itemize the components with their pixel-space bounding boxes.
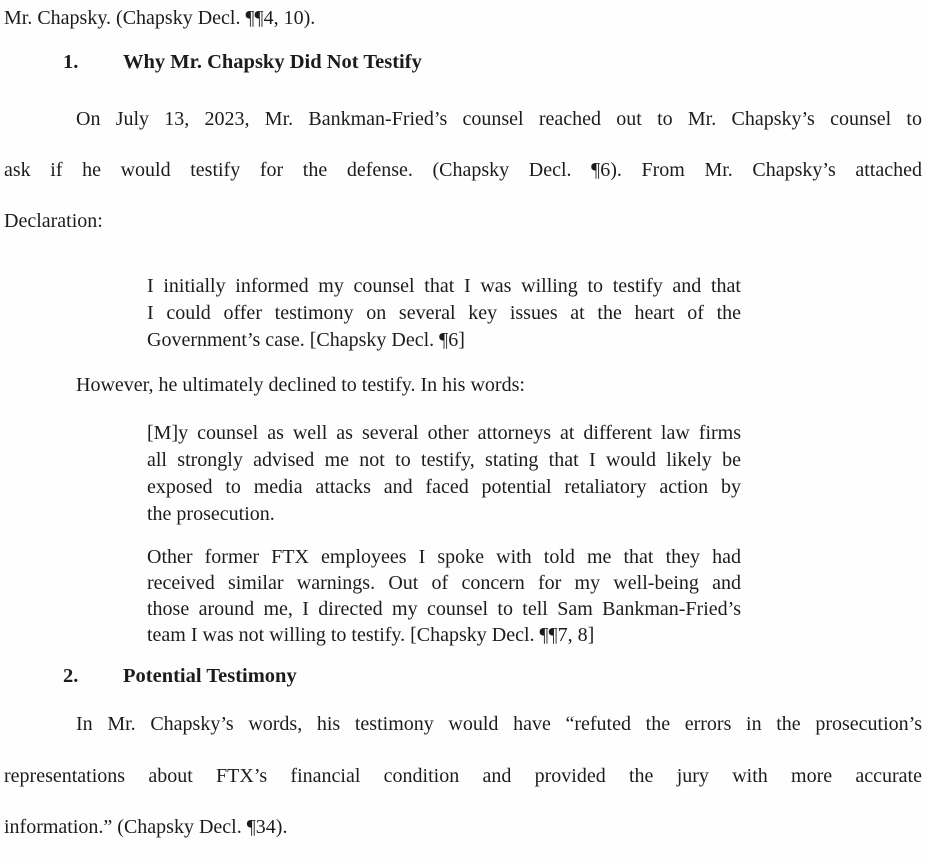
quote-3-line-1: Other former FTX employees I spoke with told me that they had — [147, 546, 741, 568]
quote-2-line-3: exposed to media attacks and faced potential retaliatory action by — [147, 476, 741, 498]
paragraph-1-line-3: Declaration: — [4, 210, 103, 232]
intro-line: Mr. Chapsky. (Chapsky Decl. ¶¶4, 10). — [4, 7, 316, 29]
section-2-number: 2. — [63, 665, 79, 687]
quote-3-line-2: received similar warnings. Out of concern for my well-being and — [147, 572, 741, 594]
section-1-heading — [63, 51, 422, 74]
quote-1-line-3: Government’s case. [Chapsky Decl. ¶6] — [147, 329, 465, 351]
section-2-title: Potential Testimony — [123, 665, 297, 687]
paragraph-3-line-2: representations about FTX’s financial condition and provided the jury with more accurate — [4, 765, 922, 787]
paragraph-3-line-1: In Mr. Chapsky’s words, his testimony would have “refuted the errors in the prosecution’s — [76, 713, 922, 735]
paragraph-1-line-1: On July 13, 2023, Mr. Bankman-Fried’s counsel reached out to Mr. Chapsky’s counsel to — [76, 108, 922, 130]
quote-3-line-4: team I was not willing to testify. [Chapsky Decl. ¶¶7, 8] — [147, 624, 595, 646]
section-1-number: 1. — [63, 51, 79, 73]
section-1-title: Why Mr. Chapsky Did Not Testify — [123, 51, 422, 73]
quote-2-line-2: all strongly advised me not to testify, stating that I would likely be — [147, 449, 741, 471]
quote-3-line-3: those around me, I directed my counsel to tell Sam Bankman-Fried’s — [147, 598, 741, 620]
paragraph-2-line-1: However, he ultimately declined to testify. In his words: — [76, 374, 525, 396]
quote-1-line-1: I initially informed my counsel that I was willing to testify and that — [147, 275, 741, 297]
section-2-heading — [63, 665, 297, 688]
paragraph-3-line-3: information.” (Chapsky Decl. ¶34). — [4, 816, 288, 838]
quote-1-line-2: I could offer testimony on several key issues at the heart of the — [147, 302, 741, 324]
quote-2-line-1: [M]y counsel as well as several other attorneys at different law firms — [147, 422, 741, 444]
quote-2-line-4: the prosecution. — [147, 503, 275, 525]
paragraph-1-line-2: ask if he would testify for the defense. (Chapsky Decl. ¶6). From Mr. Chapsky’s attached — [4, 159, 922, 181]
